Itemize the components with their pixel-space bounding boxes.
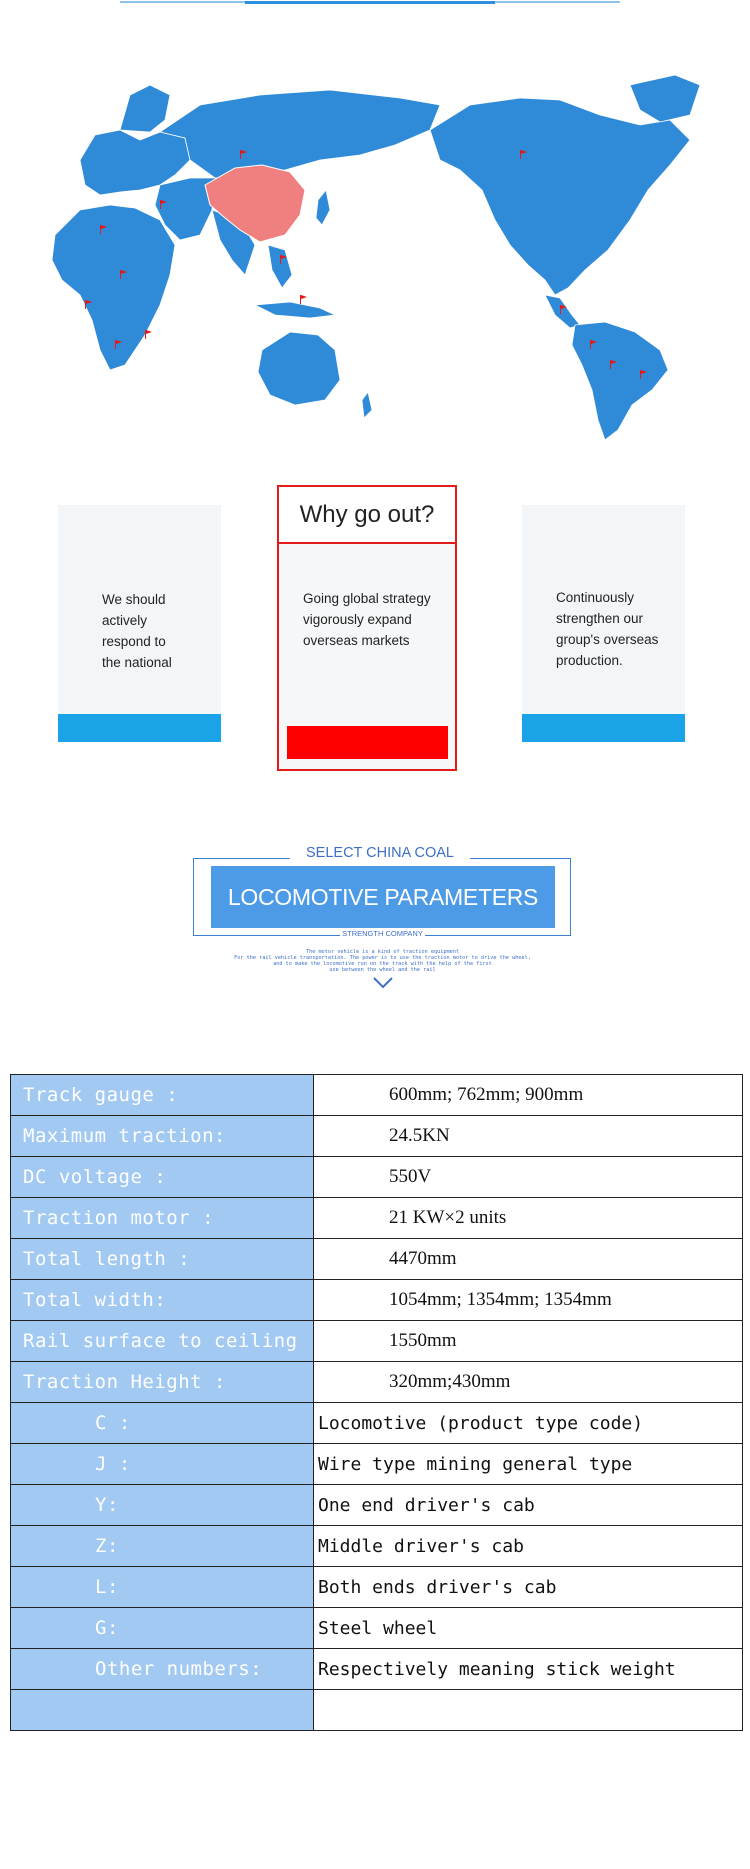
table-row	[11, 1567, 743, 1608]
card-right	[522, 505, 685, 742]
spec-label: Traction motor :	[11, 1198, 314, 1239]
code-value: Locomotive (product type code)	[314, 1403, 743, 1444]
central-america-shape	[545, 295, 580, 328]
code-value: Wire type mining general type	[314, 1444, 743, 1485]
south-america-shape	[572, 322, 668, 440]
chevron-down-icon	[372, 976, 394, 990]
code-label: C :	[11, 1403, 314, 1444]
code-label: G:	[11, 1608, 314, 1649]
table-row	[11, 1444, 743, 1485]
spec-value: 320mm;430mm	[314, 1362, 743, 1403]
card-middle	[277, 485, 457, 771]
spec-label: Total length :	[11, 1239, 314, 1280]
spec-value: 550V	[314, 1157, 743, 1198]
code-value	[314, 1690, 743, 1731]
spec-label: Maximum traction:	[11, 1116, 314, 1157]
russia-shape	[160, 90, 440, 178]
spec-table	[10, 1074, 743, 1731]
japan-shape	[316, 190, 330, 225]
banner-title: LOCOMOTIVE PARAMETERS	[211, 866, 555, 928]
greenland-shape	[630, 75, 700, 122]
table-row	[11, 1690, 743, 1731]
australia-shape	[258, 332, 340, 405]
table-row	[11, 1485, 743, 1526]
spec-value: 21 KW×2 units	[314, 1198, 743, 1239]
spec-value: 24.5KN	[314, 1116, 743, 1157]
scandinavia-shape	[120, 85, 170, 132]
card-middle-bar	[287, 726, 448, 759]
table-row	[11, 1116, 743, 1157]
spec-label: Rail surface to ceiling	[11, 1321, 314, 1362]
africa-shape	[52, 205, 175, 370]
table-row	[11, 1239, 743, 1280]
spec-value: 1550mm	[314, 1321, 743, 1362]
indonesia-shape	[255, 302, 335, 318]
code-value: One end driver's cab	[314, 1485, 743, 1526]
spec-label: Traction Height :	[11, 1362, 314, 1403]
banner-subtitle: SELECT CHINA COAL	[290, 845, 470, 861]
spec-label: DC voltage :	[11, 1157, 314, 1198]
card-middle-title: Why go out?	[279, 487, 455, 544]
southeast-asia-shape	[268, 245, 292, 288]
code-label: Y:	[11, 1485, 314, 1526]
table-row	[11, 1403, 743, 1444]
table-row	[11, 1362, 743, 1403]
north-america-shape	[430, 98, 690, 295]
table-row	[11, 1198, 743, 1239]
table-row	[11, 1526, 743, 1567]
code-value: Middle driver's cab	[314, 1526, 743, 1567]
card-right-bar	[522, 714, 685, 742]
table-row	[11, 1649, 743, 1690]
table-row	[11, 1280, 743, 1321]
table-row	[11, 1321, 743, 1362]
spec-value: 600mm; 762mm; 900mm	[314, 1075, 743, 1116]
table-row	[11, 1608, 743, 1649]
code-label: Other numbers:	[11, 1649, 314, 1690]
table-row	[11, 1157, 743, 1198]
code-value: Both ends driver's cab	[314, 1567, 743, 1608]
world-map	[0, 60, 750, 440]
new-zealand-shape	[362, 392, 372, 418]
card-left-text: We should actively respond to the national	[102, 592, 172, 670]
spec-value: 1054mm; 1354mm; 1354mm	[314, 1280, 743, 1321]
code-label: L:	[11, 1567, 314, 1608]
banner-description: The motor vehicle is a kind of traction equipment For the rail vehicle transportation. The power is to use the traction motor to drive the wheel, and to make the locomotive run on the track with the help of the first use between the wheel and the rail	[234, 949, 531, 973]
code-value: Respectively meaning stick weight	[314, 1649, 743, 1690]
card-right-text: Continuously strengthen our group's overseas production.	[556, 590, 659, 668]
card-middle-text: Going global strategy vigorously expand overseas markets	[303, 591, 431, 648]
spec-label: Total width:	[11, 1280, 314, 1321]
code-value: Steel wheel	[314, 1608, 743, 1649]
top-divider-accent	[245, 1, 495, 4]
code-label	[11, 1690, 314, 1731]
table-row	[11, 1075, 743, 1116]
spec-label: Track gauge :	[11, 1075, 314, 1116]
code-label: Z:	[11, 1526, 314, 1567]
banner-tagline: STRENGTH COMPANY	[340, 929, 425, 938]
card-left-bar	[58, 714, 221, 742]
spec-value: 4470mm	[314, 1239, 743, 1280]
card-left	[58, 505, 221, 742]
code-label: J :	[11, 1444, 314, 1485]
